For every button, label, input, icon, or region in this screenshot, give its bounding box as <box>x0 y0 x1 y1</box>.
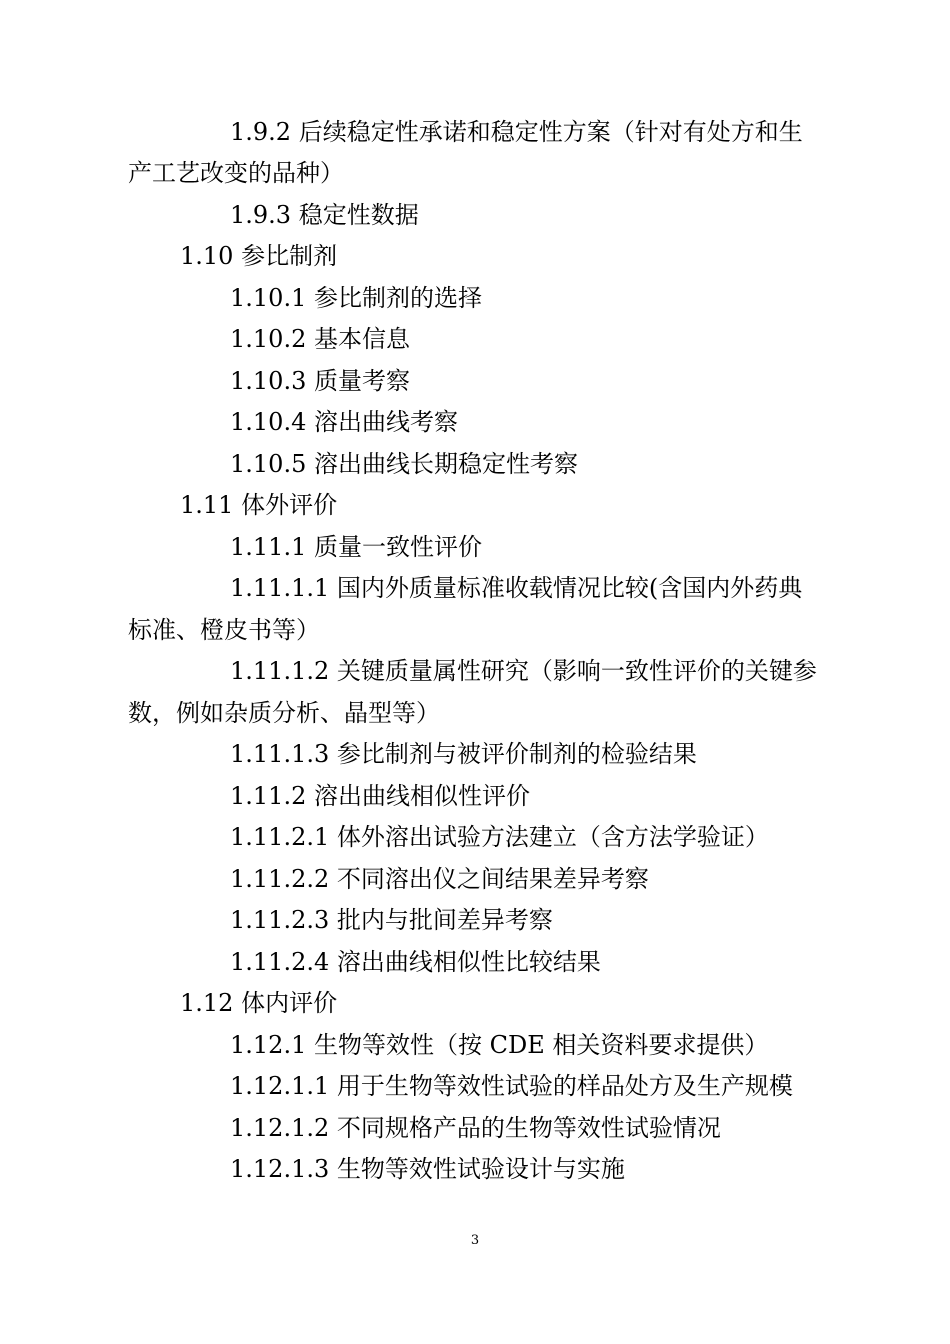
toc-entry-1-10: 1.10 参比制剂 <box>180 242 338 270</box>
toc-entry-1-11-2-3: 1.11.2.3 批内与批间差异考察 <box>230 906 553 934</box>
toc-entry-1-11-2-1: 1.11.2.1 体外溶出试验方法建立（含方法学验证） <box>230 823 769 851</box>
toc-entry-1-10-2: 1.10.2 基本信息 <box>230 325 410 353</box>
toc-entry-1-10-1: 1.10.1 参比制剂的选择 <box>230 284 482 312</box>
toc-entry-1-11-2-2: 1.11.2.2 不同溶出仪之间结果差异考察 <box>230 865 649 893</box>
toc-entry-1-11-2-4: 1.11.2.4 溶出曲线相似性比较结果 <box>230 948 601 976</box>
toc-entry-1-12-1: 1.12.1 生物等效性（按 CDE 相关资料要求提供） <box>230 1031 769 1059</box>
toc-entry-1-9-3: 1.9.3 稳定性数据 <box>230 201 419 229</box>
toc-entry-1-11-1: 1.11.1 质量一致性评价 <box>230 533 482 561</box>
toc-entry-1-12-1-2: 1.12.1.2 不同规格产品的生物等效性试验情况 <box>230 1114 721 1142</box>
toc-entry-1-10-4: 1.10.4 溶出曲线考察 <box>230 408 458 436</box>
toc-entry-1-9-2: 1.9.2 后续稳定性承诺和稳定性方案（针对有处方和生 <box>230 118 803 146</box>
toc-entry-1-10-3: 1.10.3 质量考察 <box>230 367 410 395</box>
toc-entry-1-11-1-2-continuation: 数，例如杂质分析、晶型等） <box>128 699 440 727</box>
toc-entry-1-11-1-2: 1.11.1.2 关键质量属性研究（影响一致性评价的关键参 <box>230 657 817 685</box>
toc-entry-1-9-2-continuation: 产工艺改变的品种） <box>128 159 344 187</box>
page-number: 3 <box>470 1233 480 1248</box>
toc-entry-1-11-1-1-continuation: 标准、橙皮书等） <box>128 616 320 644</box>
toc-entry-1-12-1-1: 1.12.1.1 用于生物等效性试验的样品处方及生产规模 <box>230 1072 793 1100</box>
toc-entry-1-12: 1.12 体内评价 <box>180 989 338 1017</box>
toc-entry-1-11-1-3: 1.11.1.3 参比制剂与被评价制剂的检验结果 <box>230 740 697 768</box>
toc-entry-1-10-5: 1.10.5 溶出曲线长期稳定性考察 <box>230 450 578 478</box>
toc-entry-1-11: 1.11 体外评价 <box>180 491 338 519</box>
toc-entry-1-11-1-1: 1.11.1.1 国内外质量标准收载情况比较(含国内外药典 <box>230 574 803 602</box>
toc-entry-1-11-2: 1.11.2 溶出曲线相似性评价 <box>230 782 530 810</box>
toc-entry-1-12-1-3: 1.12.1.3 生物等效性试验设计与实施 <box>230 1155 625 1183</box>
